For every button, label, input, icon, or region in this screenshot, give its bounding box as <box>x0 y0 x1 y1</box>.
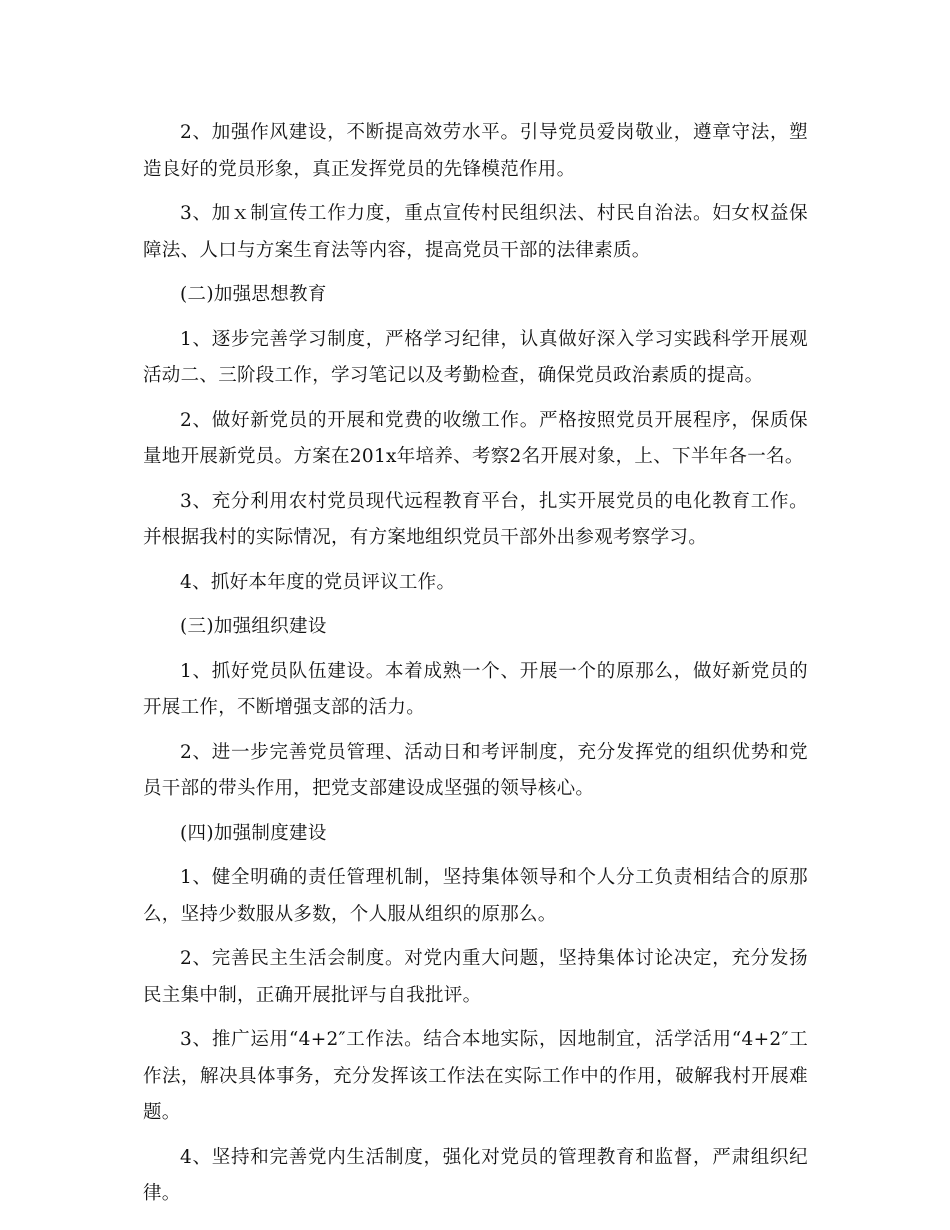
paragraph: 2、做好新党员的开展和党费的收缴工作。严格按照党员开展程序，保质保量地开展新党员。方案在201x年培养、考察2名开展对象，上、下半年各一名。 <box>143 409 808 467</box>
paragraph: 3、推广运用“4+2″工作法。结合本地实际，因地制宜，活学活用“4+2″工作法，解决具体事务，充分发挥该工作法在实际工作中的作用，破解我村开展难题。 <box>143 1029 808 1123</box>
paragraph: 2、完善民主生活会制度。对党内重大问题，坚持集体讨论决定，充分发扬民主集中制，正确开展批评与自我批评。 <box>143 948 808 1006</box>
paragraph: 1、健全明确的责任管理机制，坚持集体领导和个人分工负责相结合的原那么，坚持少数服从多数，个人服从组织的原那么。 <box>143 867 808 925</box>
paragraph: 2、加强作风建设，不断提高效劳水平。引导党员爱岗敬业，遵章守法，塑造良好的党员形象，真正发挥党员的先锋模范作用。 <box>143 122 808 180</box>
paragraph: 3、加ｘ制宣传工作力度，重点宣传村民组织法、村民自治法。妇女权益保障法、人口与方案生育法等内容，提高党员干部的法律素质。 <box>143 203 808 261</box>
paragraph: 1、逐步完善学习制度，严格学习纪律，认真做好深入学习实践科学开展观活动二、三阶段工作，学习笔记以及考勤检查，确保党员政治素质的提高。 <box>143 328 808 386</box>
section-heading: (二)加强思想教育 <box>180 284 327 305</box>
paragraph: 4、坚持和完善党内生活制度，强化对党员的管理教育和监督，严肃组织纪律。 <box>143 1146 808 1204</box>
paragraph: 2、进一步完善党员管理、活动日和考评制度，充分发挥党的组织优势和党员干部的带头作用，把党支部建设成坚强的领导核心。 <box>143 741 808 799</box>
paragraph: 4、抓好本年度的党员评议工作。 <box>180 571 456 593</box>
document-body <box>143 115 808 1221</box>
section-heading: (三)加强组织建设 <box>180 616 327 637</box>
paragraph: 1、抓好党员队伍建设。本着成熟一个、开展一个的原那么，做好新党员的开展工作，不断增强支部的活力。 <box>143 660 808 718</box>
section-heading: (四)加强制度建设 <box>180 822 327 844</box>
paragraph: 3、充分利用农村党员现代远程教育平台，扎实开展党员的电化教育工作。并根据我村的实际情况，有方案地组织党员干部外出参观考察学习。 <box>143 490 808 548</box>
